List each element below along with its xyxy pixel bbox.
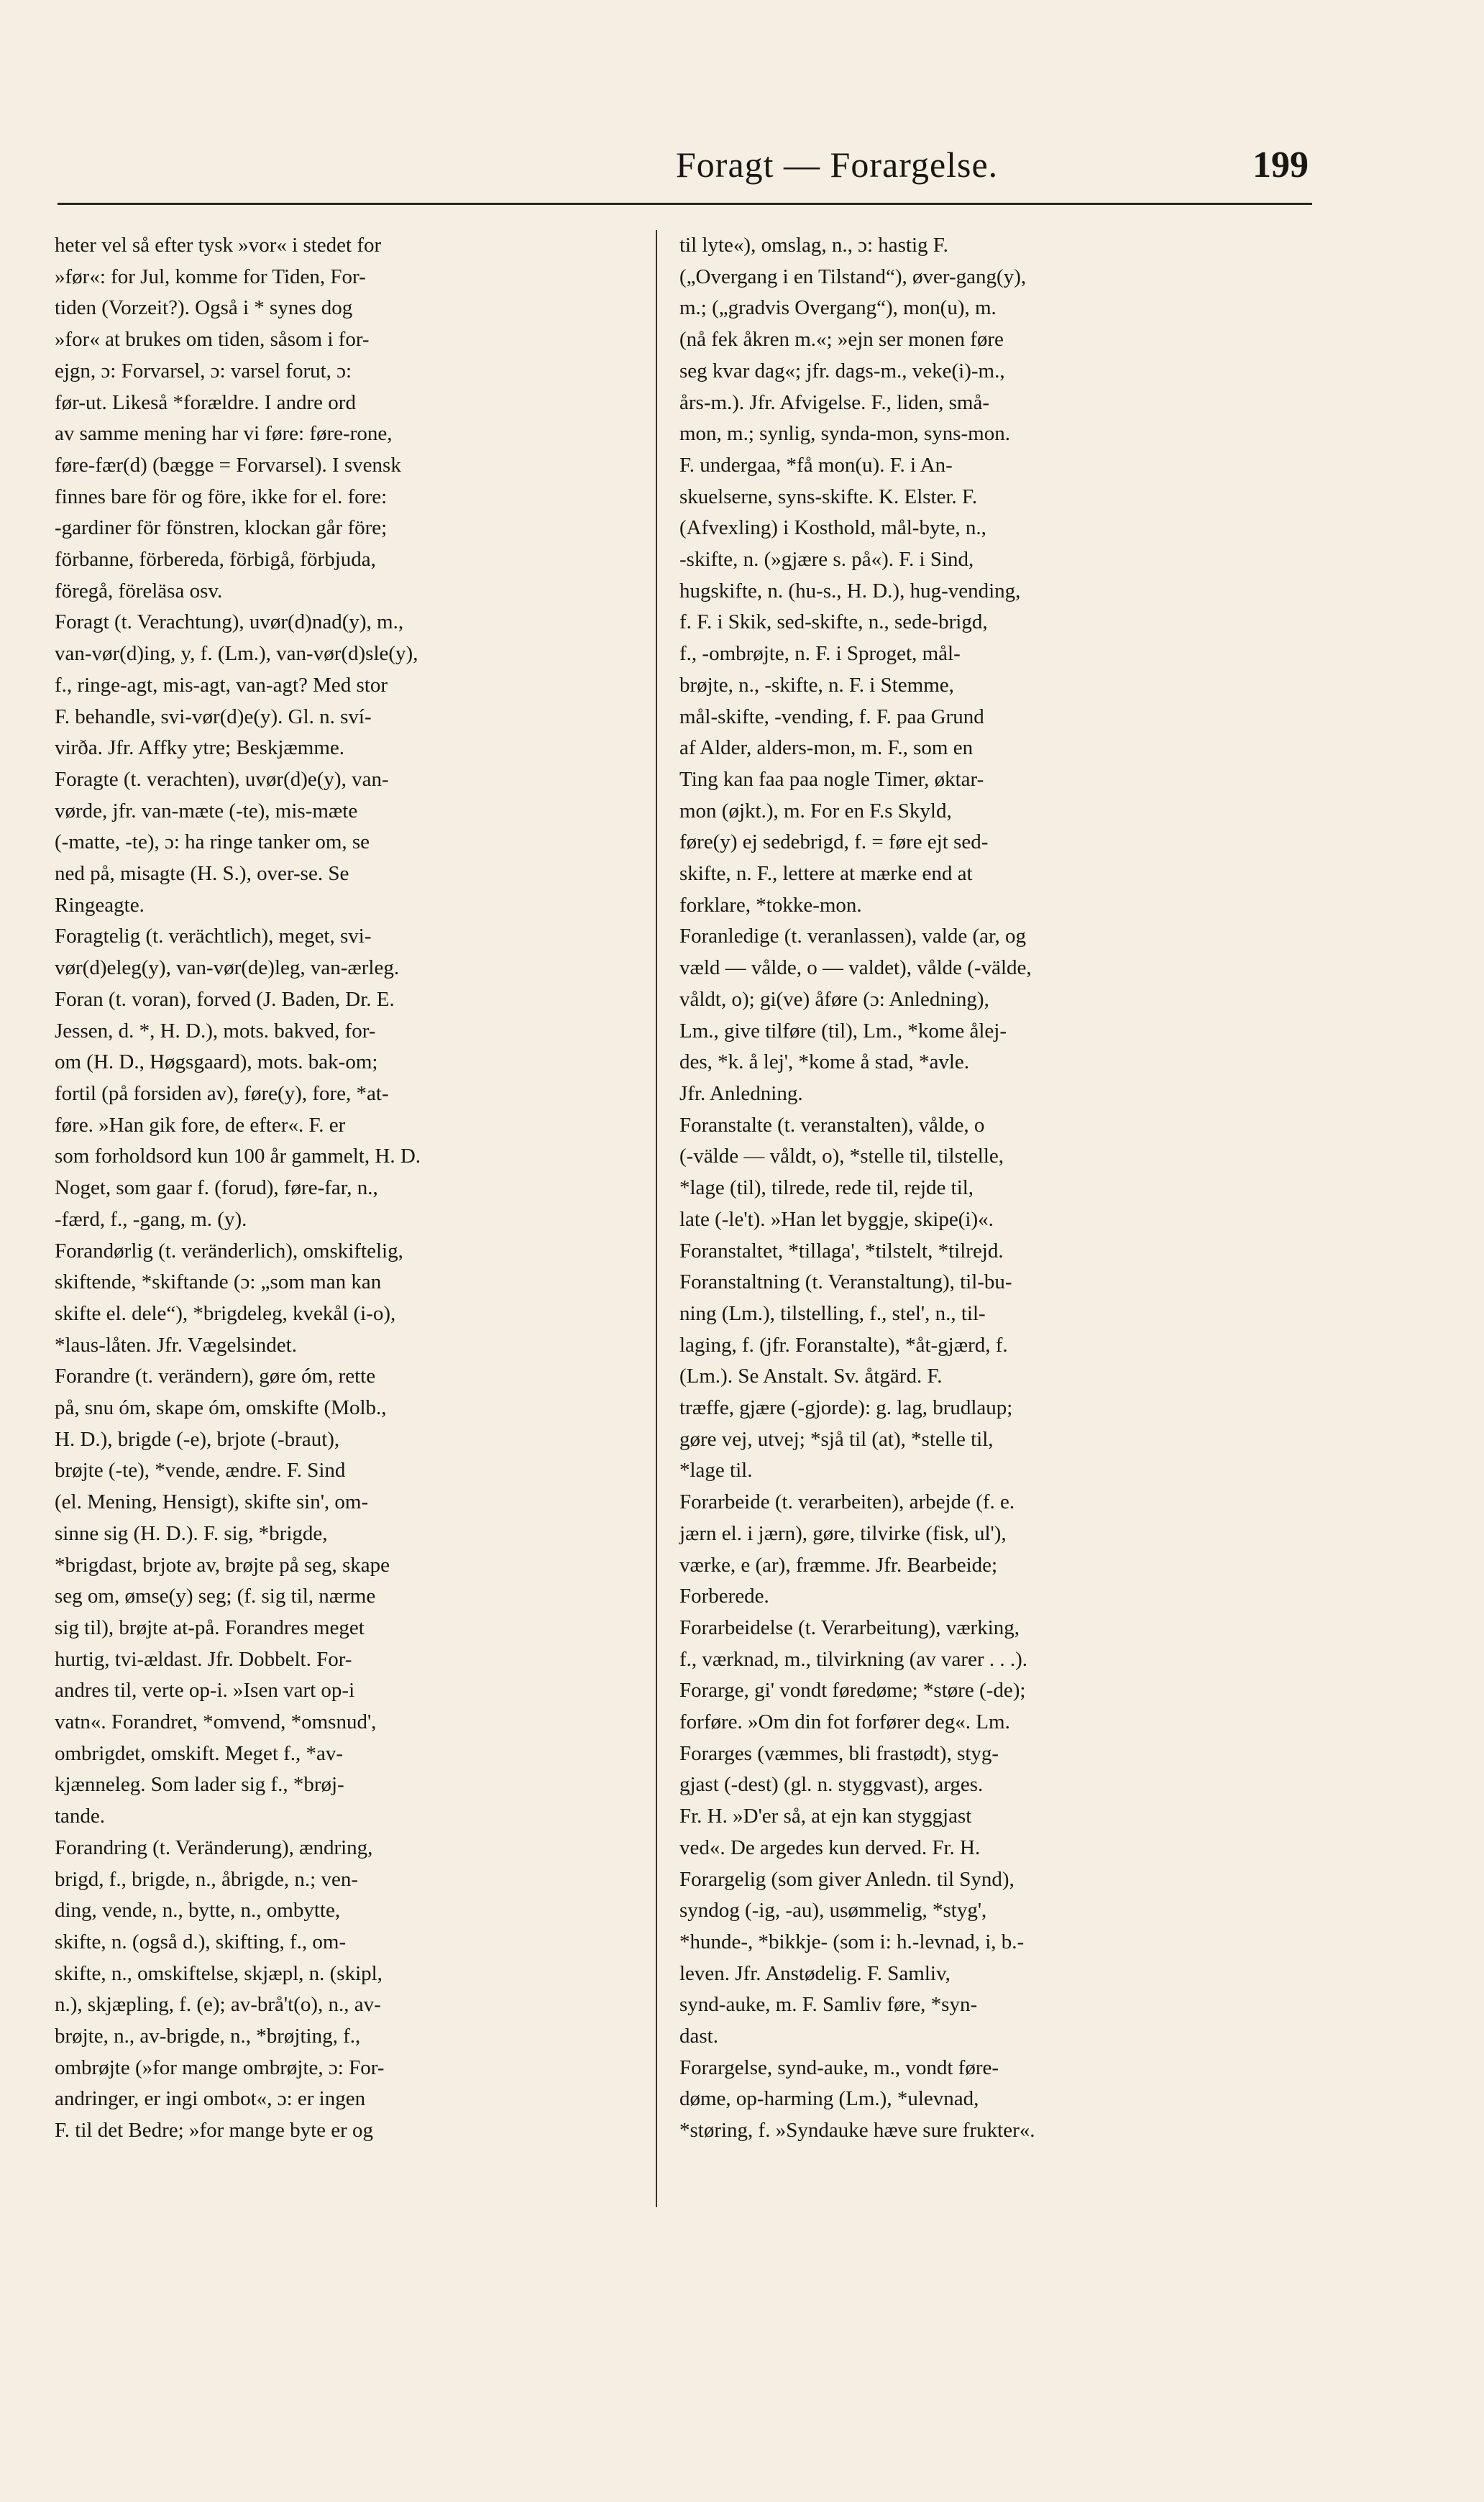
text-line: Jessen, d. *, H. D.), mots. bakved, for-: [55, 1019, 376, 1042]
text-line: tande.: [55, 1805, 106, 1828]
text-line: f., ringe-agt, mis-agt, van-agt? Med stor: [55, 673, 388, 697]
text-line: træffe, gjære (-gjorde): g. lag, brudlaup;: [679, 1396, 1013, 1420]
text-line: føre(y) ej sedebrigd, f. = føre ejt sed-: [679, 830, 989, 854]
text-line: ombrøjte (»for mange ombrøjte, ɔ: For-: [55, 2056, 385, 2079]
text-line: f., -ombrøjte, n. F. i Sproget, mål-: [679, 642, 961, 666]
text-line: »før«: for Jul, komme for Tiden, For-: [55, 265, 366, 288]
text-line: Forarbeidelse (t. Verarbeitung), værking,: [679, 1616, 1020, 1639]
text-line: føre-fær(d) (bægge = Forvarsel). I svensk: [55, 453, 401, 477]
text-line: *laus-låten. Jfr. Vægelsindet.: [55, 1333, 297, 1357]
text-line: *lage (til), tilrede, rede til, rejde til,: [679, 1176, 974, 1200]
text-line: Foragt (t. Verachtung), uvør(d)nad(y), m.,: [55, 610, 404, 634]
text-line: Ting kan faa paa nogle Timer, øktar-: [679, 767, 984, 791]
text-line: vørde, jfr. van-mæte (-te), mis-mæte: [55, 799, 358, 822]
text-line: gøre vej, utvej; *sjå til (at), *stelle til,: [679, 1427, 994, 1451]
text-line: andringer, er ingi ombot«, ɔ: er ingen: [55, 2087, 366, 2111]
text-line: ding, vende, n., bytte, n., ombytte,: [55, 1899, 341, 1923]
text-line: *lage til.: [679, 1459, 753, 1483]
text-line: Forargelig (som giver Anledn. til Synd),: [679, 1867, 1014, 1891]
text-line: ombrigdet, omskift. Meget f., *av-: [55, 1741, 344, 1765]
text-line: væld — vålde, o — valdet), vålde (-välde,: [679, 956, 1032, 980]
text-line: Foragte (t. verachten), uvør(d)e(y), van-: [55, 767, 389, 791]
text-line: f., værknad, m., tilvirkning (av varer . . .).: [679, 1647, 1028, 1671]
text-line: Foranstalte (t. veranstalten), vålde, o: [679, 1113, 985, 1137]
text-line: som forholdsord kun 100 år gammelt, H. D.: [55, 1145, 421, 1168]
text-line: våldt, o); gi(ve) åføre (ɔ: Anledning),: [679, 987, 989, 1011]
text-line: om (H. D., Høgsgaard), mots. bak-om;: [55, 1050, 378, 1074]
text-line: skifte, n. F., lettere at mærke end at: [679, 862, 973, 886]
text-line: Forarbeide (t. verarbeiten), arbejde (f. e.: [679, 1490, 1015, 1514]
text-line: gjast (-dest) (gl. n. styggvast), arges.: [679, 1773, 984, 1797]
text-line: ned på, misagte (H. S.), over-se. Se: [55, 862, 349, 886]
text-line: des, *k. å lej', *kome å stad, *avle.: [679, 1050, 970, 1074]
text-line: skifte el. dele“), *brigdeleg, kvekål (i-o),: [55, 1301, 396, 1325]
text-line: forføre. »Om din fot forfører deg«. Lm.: [679, 1710, 1010, 1734]
text-line: Forarge, gi' vondt føredøme; *støre (-de);: [679, 1679, 1026, 1703]
text-line: før-ut. Likeså *forældre. I andre ord: [55, 390, 356, 414]
text-line: Forandørlig (t. veränderlich), omskiftelig,: [55, 1239, 403, 1263]
text-line: van-vør(d)ing, y, f. (Lm.), van-vør(d)sle(y),: [55, 642, 418, 666]
text-line: *støring, f. »Syndauke hæve sure frukter«.: [679, 2119, 1035, 2143]
text-line: års-m.). Jfr. Afvigelse. F., liden, små-: [679, 390, 989, 414]
text-line: Foranledige (t. veranlassen), valde (ar, og: [679, 925, 1026, 948]
text-line: mon, m.; synlig, synda-mon, syns-mon.: [679, 422, 1010, 446]
text-line: (nå fek åkren m.«; »ejn ser monen føre: [679, 328, 1004, 352]
text-line: mon (øjkt.), m. For en F.s Skyld,: [679, 799, 952, 822]
text-line: andres til, verte op-i. »Isen vart op-i: [55, 1679, 355, 1703]
text-line: Noget, som gaar f. (forud), føre-far, n.,: [55, 1176, 378, 1200]
left-column: [55, 230, 651, 2147]
text-line: vatn«. Forandret, *omvend, *omsnud',: [55, 1710, 377, 1734]
text-line: *brigdast, brjote av, brøjte på seg, skape: [55, 1553, 390, 1577]
text-line: Fr. H. »D'er så, at ejn kan styggjast: [679, 1805, 972, 1828]
text-line: »for« at brukes om tiden, såsom i for-: [55, 328, 370, 352]
text-line: ved«. De argedes kun derved. Fr. H.: [679, 1836, 981, 1859]
text-line: hurtig, tvi-ældast. Jfr. Dobbelt. For-: [55, 1647, 352, 1671]
text-line: vør(d)eleg(y), van-vør(de)leg, van-ærleg.: [55, 956, 400, 980]
running-title: Foragt — Forargelse.: [676, 145, 999, 185]
text-line: Forandre (t. verändern), gøre óm, rette: [55, 1365, 376, 1388]
text-line: f. F. i Skik, sed-skifte, n., sede-brigd,: [679, 610, 988, 634]
text-line: H. D.), brigde (-e), brjote (-braut),: [55, 1427, 340, 1451]
text-line: n.), skjæpling, f. (e); av-brå't(o), n., av-: [55, 1993, 381, 2017]
text-line: Jfr. Anledning.: [679, 1081, 803, 1105]
text-line: brøjte, n., av-brigde, n., *brøjting, f.,: [55, 2025, 361, 2048]
text-line: Foranstaltning (t. Veranstaltung), til-bu-: [679, 1270, 1012, 1294]
text-line: (el. Mening, Hensigt), skifte sin', om-: [55, 1490, 369, 1514]
text-line: *hunde-, *bikkje- (som i: h.-levnad, i, b.-: [679, 1930, 1025, 1953]
text-line: -gardiner för fönstren, klockan går före;: [55, 516, 388, 540]
right-column: [679, 230, 1283, 2147]
text-line: ejgn, ɔ: Forvarsel, ɔ: varsel forut, ɔ:: [55, 359, 352, 382]
text-line: kjænneleg. Som lader sig f., *brøj-: [55, 1773, 344, 1797]
text-line: Forarges (væmmes, bli frastødt), styg-: [679, 1741, 999, 1765]
text-line: föregå, föreläsa osv.: [55, 579, 223, 602]
text-line: værke, e (ar), fræmme. Jfr. Bearbeide;: [679, 1553, 998, 1577]
text-line: føre. »Han gik fore, de efter«. F. er: [55, 1113, 346, 1137]
text-line: synd-auke, m. F. Samliv føre, *syn-: [679, 1993, 978, 2017]
text-line: ning (Lm.), tilstelling, f., stel', n., til-: [679, 1301, 986, 1325]
text-line: (Lm.). Se Anstalt. Sv. åtgärd. F.: [679, 1365, 943, 1388]
text-line: (Afvexling) i Kosthold, mål-byte, n.,: [679, 516, 986, 540]
text-line: av samme mening har vi føre: føre-rone,: [55, 422, 393, 446]
text-line: syndog (-ig, -au), usømmelig, *styg',: [679, 1899, 987, 1923]
text-line: (-matte, -te), ɔ: ha ringe tanker om, se: [55, 830, 370, 854]
text-line: -skifte, n. (»gjære s. på«). F. i Sind,: [679, 548, 974, 572]
text-line: seg kvar dag«; jfr. dags-m., veke(i)-m.,: [679, 359, 1005, 382]
text-line: af Alder, alders-mon, m. F., som en: [679, 736, 974, 760]
text-line: skuelserne, syns-skifte. K. Elster. F.: [679, 485, 978, 508]
text-line: finnes bare för og före, ikke for el. fore:: [55, 485, 388, 508]
text-line: mål-skifte, -vending, f. F. paa Grund: [679, 705, 984, 728]
text-line: seg om, ømse(y) seg; (f. sig til, nærme: [55, 1585, 376, 1608]
text-line: („Overgang i en Tilstand“), øver-gang(y),: [679, 265, 1027, 288]
text-line: brøjte, n., -skifte, n. F. i Stemme,: [679, 673, 954, 697]
text-line: F. undergaa, *få mon(u). F. i An-: [679, 453, 953, 477]
text-line: døme, op-harming (Lm.), *ulevnad,: [679, 2087, 979, 2111]
text-line: til lyte«), omslag, n., ɔ: hastig F.: [679, 234, 948, 257]
text-line: leven. Jfr. Anstødelig. F. Samliv,: [679, 1961, 951, 1985]
text-line: på, snu óm, skape óm, omskifte (Molb.,: [55, 1396, 387, 1420]
text-line: (-välde — våldt, o), *stelle til, tilstelle,: [679, 1145, 1004, 1168]
page-number: 199: [1252, 145, 1309, 185]
text-line: forklare, *tokke-mon.: [679, 893, 862, 917]
text-line: sinne sig (H. D.). F. sig, *brigde,: [55, 1521, 328, 1545]
text-line: F. behandle, svi-vør(d)e(y). Gl. n. sví-: [55, 705, 372, 728]
text-line: jærn el. i jærn), gøre, tilvirke (fisk, ul'),: [679, 1521, 1007, 1545]
text-line: Foran (t. voran), forved (J. Baden, Dr. E.: [55, 987, 395, 1011]
page-header: [676, 144, 1309, 201]
text-line: dast.: [679, 2025, 718, 2048]
text-line: Lm., give tilføre (til), Lm., *kome ålej-: [679, 1019, 1007, 1042]
text-line: late (-le't). »Han let byggje, skipe(i)«.: [679, 1207, 994, 1231]
text-line: Foranstaltet, *tillaga', *tilstelt, *tilrejd.: [679, 1239, 1004, 1263]
text-line: Forandring (t. Veränderung), ændring,: [55, 1836, 373, 1859]
text-line: m.; („gradvis Overgang“), mon(u), m.: [679, 296, 997, 320]
text-line: förbanne, förbereda, förbigå, förbjuda,: [55, 548, 376, 572]
header-rule: [58, 203, 1312, 205]
text-line: F. til det Bedre; »for mange byte er og: [55, 2119, 374, 2143]
text-line: laging, f. (jfr. Foranstalte), *åt-gjærd, f.: [679, 1333, 1008, 1357]
column-divider: [656, 230, 657, 2207]
text-line: hugskifte, n. (hu-s., H. D.), hug-vending,: [679, 579, 1021, 602]
text-line: virða. Jfr. Affky ytre; Beskjæmme.: [55, 736, 344, 760]
text-line: Forargelse, synd-auke, m., vondt føre-: [679, 2056, 999, 2079]
text-line: Forberede.: [679, 1585, 769, 1608]
text-line: fortil (på forsiden av), føre(y), fore, *at-: [55, 1081, 389, 1105]
text-line: -færd, f., -gang, m. (y).: [55, 1207, 247, 1231]
text-line: brigd, f., brigde, n., åbrigde, n.; ven-: [55, 1867, 359, 1891]
text-line: heter vel så efter tysk »vor« i stedet for: [55, 234, 382, 257]
text-line: tiden (Vorzeit?). Også i * synes dog: [55, 296, 353, 320]
text-line: Ringeagte.: [55, 893, 145, 917]
text-line: skifte, n. (også d.), skifting, f., om-: [55, 1930, 347, 1953]
text-line: brøjte (-te), *vende, ændre. F. Sind: [55, 1459, 346, 1483]
text-line: Foragtelig (t. verächtlich), meget, svi-: [55, 925, 372, 948]
text-line: skiftende, *skiftande (ɔ: „som man kan: [55, 1270, 382, 1294]
text-line: skifte, n., omskiftelse, skjæpl, n. (skipl,: [55, 1961, 383, 1985]
text-line: sig til), brøjte at-på. Forandres meget: [55, 1616, 365, 1639]
